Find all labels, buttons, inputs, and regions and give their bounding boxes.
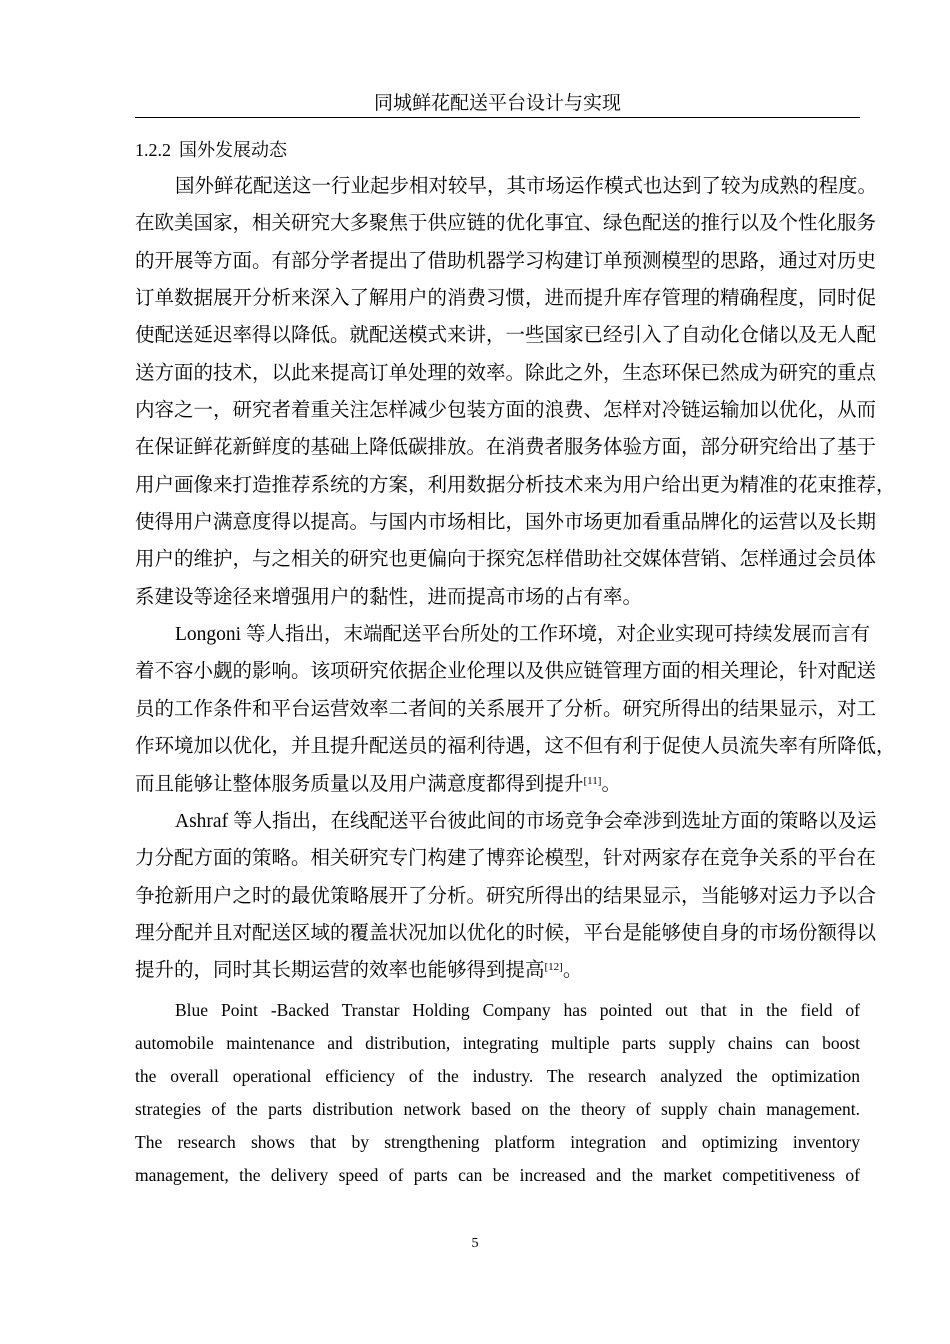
text-line xyxy=(135,504,877,541)
line-text: 送方面的技术，以此来提高订单处理的效率。除此之外，生态环保已然成为研究的重点 xyxy=(135,362,877,384)
line-text: 使得用户满意度得以提高。与国内市场相比，国外市场更加看重品牌化的运营以及长期 xyxy=(135,512,877,534)
line-text: 的开展等方面。有部分学者提出了借助机器学习构建订单预测模型的思路，通过对历史 xyxy=(135,250,877,272)
line-text: 作环境加以优化，并且提升配送员的福利待遇，这不但有利于促使人员流失率有所降低， xyxy=(135,736,896,758)
text-line xyxy=(135,205,877,242)
line-text: strategies of the parts distribution network based on the theory of supply chain management. xyxy=(135,1098,860,1119)
line-text: 国外鲜花配送这一行业起步相对较早，其市场运作模式也达到了较为成熟的程度。 xyxy=(175,176,878,197)
text-line xyxy=(135,616,870,653)
line-text: 着不容小觑的影响。该项研究依据企业伦理以及供应链管理方面的相关理论，针对配送 xyxy=(135,661,877,683)
text-line xyxy=(135,541,877,578)
line-text: Longoni 等人指出，末端配送平台所处的工作环境，对企业实现可持续发展而言有 xyxy=(175,624,870,646)
text-line xyxy=(135,878,877,915)
line-text: 争抢新用户之时的最优策略展开了分析。研究所得出的结果显示，当能够对运力予以合 xyxy=(135,885,877,907)
line-text: 提升的，同时其长期运营的效率也能够得到提高 xyxy=(135,960,545,982)
text-line xyxy=(135,168,878,205)
text-line xyxy=(135,766,860,803)
text-line xyxy=(135,1126,860,1159)
text-line xyxy=(135,280,877,317)
line-text: 员的工作条件和平台运营效率二者间的关系展开了分析。研究所得出的结果显示，对工 xyxy=(135,698,877,720)
section-title: 国外发展动态 xyxy=(179,140,287,161)
line-text: 力分配方面的策略。相关研究专门构建了博弈论模型，针对两家存在竞争关系的平台在 xyxy=(135,848,877,870)
text-line xyxy=(135,355,877,392)
text-line xyxy=(135,728,896,765)
line-text: 理分配并且对配送区域的覆盖状况加以优化的时候，平台是能够使自身的市场份额得以 xyxy=(135,922,877,944)
paragraph xyxy=(135,616,896,803)
text-line xyxy=(135,243,877,280)
text-line xyxy=(135,1060,860,1093)
line-text: Blue Point -Backed Transtar Holding Company has pointed out that in the field of xyxy=(175,999,860,1020)
line-text: management, the delivery speed of parts can be increased and the market competitiveness of xyxy=(135,1164,860,1185)
line-text: 使配送延迟率得以降低。就配送模式来讲，一些国家已经引入了自动化仓储以及无人配 xyxy=(135,325,877,347)
section-heading xyxy=(135,136,287,162)
document-body xyxy=(135,168,896,1192)
text-line xyxy=(135,392,877,429)
paragraph xyxy=(135,168,896,616)
paragraph xyxy=(135,803,877,990)
text-line xyxy=(135,840,877,877)
text-line xyxy=(135,1159,860,1192)
text-line xyxy=(135,1093,860,1126)
section-number: 1.2.2 xyxy=(135,140,171,160)
text-line xyxy=(135,579,860,616)
running-header: 同城鲜花配送平台设计与实现 xyxy=(373,93,621,114)
text-line xyxy=(135,429,877,466)
line-text: 用户的维护，与之相关的研究也更偏向于探究怎样借助社交媒体营销、怎样通过会员体 xyxy=(135,549,877,571)
line-text: 在欧美国家，相关研究大多聚焦于供应链的优化事宜、绿色配送的推行以及个性化服务 xyxy=(135,213,877,235)
citation-ref: [11] xyxy=(583,774,602,787)
line-text: 而且能够让整体服务质量以及用户满意度都得到提升 xyxy=(135,773,584,795)
line-text: Ashraf 等人指出，在线配送平台彼此间的市场竞争会牵涉到选址方面的策略以及运 xyxy=(175,810,877,832)
header-rule xyxy=(135,117,860,118)
text-line xyxy=(135,653,877,690)
line-text: automobile maintenance and distribution, integrating multiple parts supply chains can boost xyxy=(135,1032,860,1053)
text-line xyxy=(135,803,877,840)
line-text: 系建设等途径来增强用户的黏性，进而提高市场的占有率。 xyxy=(135,586,643,608)
text-line xyxy=(135,317,877,354)
line-text: The research shows that by strengthening platform integration and optimizing inventory xyxy=(135,1131,860,1152)
line-text: 在保证鲜花新鲜度的基础上降低碳排放。在消费者服务体验方面，部分研究给出了基于 xyxy=(135,437,877,459)
text-line xyxy=(135,691,877,728)
page-number: 5 xyxy=(471,1236,479,1251)
text-line xyxy=(135,467,896,504)
line-text: 用户画像来打造推荐系统的方案，利用数据分析技术来为用户给出更为精准的花束推荐， xyxy=(135,474,896,496)
paragraph xyxy=(135,994,860,1192)
text-line xyxy=(135,1027,860,1060)
text-line xyxy=(135,952,860,989)
line-tail: 。 xyxy=(562,960,583,982)
line-text: 内容之一，研究者着重关注怎样减少包装方面的浪费、怎样对冷链运输加以优化，从而 xyxy=(135,400,877,422)
line-tail: 。 xyxy=(601,773,621,795)
text-line xyxy=(135,994,860,1027)
line-text: the overall operational efficiency of the industry. The research analyzed the optimization xyxy=(135,1065,860,1086)
text-line xyxy=(135,915,877,952)
line-text: 订单数据展开分析来深入了解用户的消费习惯，进而提升库存管理的精确程度，同时促 xyxy=(135,288,877,310)
citation-ref: [12] xyxy=(544,961,563,974)
